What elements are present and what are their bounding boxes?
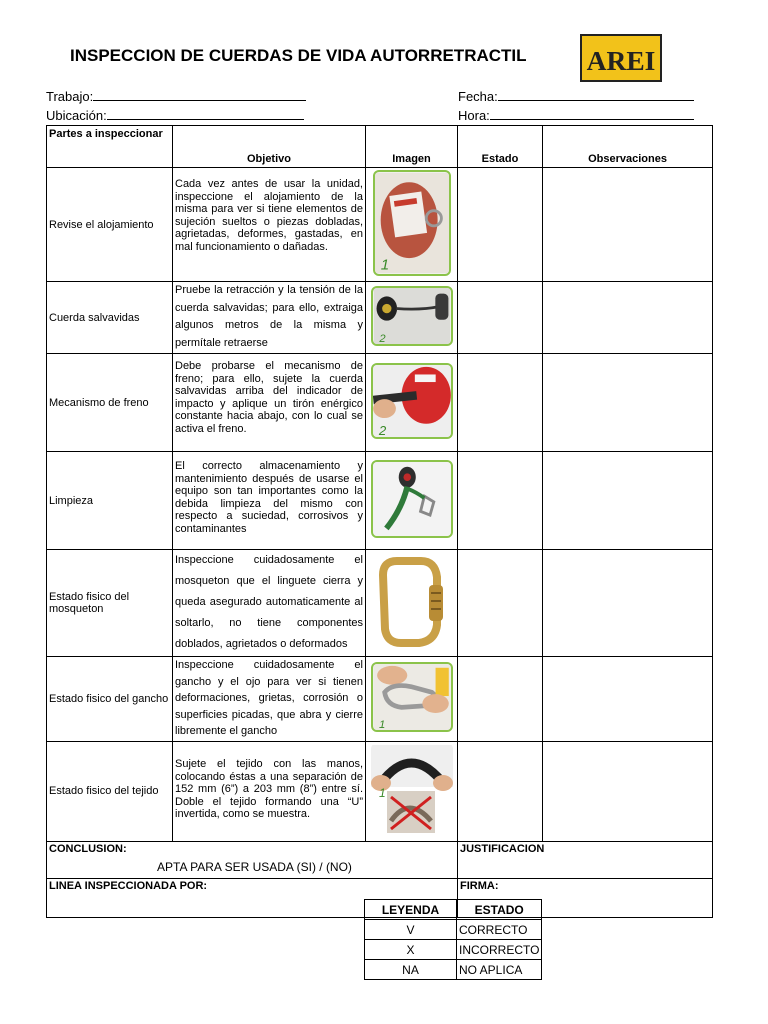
- linea-label: LINEA INSPECCIONADA POR:: [49, 879, 208, 892]
- image-cell: [366, 354, 458, 452]
- part-label: Limpieza: [47, 452, 173, 550]
- header-observaciones: Observaciones: [543, 126, 713, 168]
- legend-header-estado: ESTADO: [457, 900, 542, 920]
- apta-text: APTA PARA SER USADA (SI) / (NO): [157, 859, 352, 874]
- trabajo-field[interactable]: [46, 88, 306, 104]
- objective-text: Cada vez antes de usar la unidad, inspeccione el alojamiento de la misma para ver si tiene elementos de sujeción sueltos o piezas dobladas, agrietadas, deformes, gastadas, en mal funcionamiento o dañadas.: [173, 168, 366, 282]
- image-number: 1: [380, 256, 389, 274]
- objective-text: Inspeccione cuidadosamente el gancho y el ojo para ver si tienen deformaciones, grietas, corrosión o superficies picadas, que abra y cierre libremente el gancho: [173, 657, 366, 742]
- estado-cell[interactable]: [458, 741, 543, 841]
- legend-meaning: NO APLICA: [457, 960, 542, 980]
- image-number: 2: [378, 333, 386, 344]
- housing-photo-icon: [373, 170, 451, 276]
- fecha-line[interactable]: [498, 88, 694, 101]
- observaciones-cell[interactable]: [543, 354, 713, 452]
- observaciones-cell[interactable]: [543, 452, 713, 550]
- image-cell: [366, 550, 458, 657]
- brake-photo-icon: [371, 363, 453, 439]
- objective-text: Debe probarse el mecanismo de freno; para ello, sujete la cuerda salvavidas arriba del indicador de impacto y aplique un tirón enérgico constante hacia abajo, con lo cual se activa el freno.: [173, 354, 366, 452]
- conclusion-cell[interactable]: [47, 841, 458, 878]
- observaciones-cell[interactable]: [543, 168, 713, 282]
- hora-label: Hora:: [458, 108, 490, 123]
- objective-text: El correcto almacenamiento y mantenimiento después de usarse el equipo son tan importantes como la debida limpieza del mismo con respecto a suciedad, corrosivos y contaminantes: [173, 452, 366, 550]
- legend-table: [364, 899, 542, 980]
- ubicacion-label: Ubicación:: [46, 108, 107, 123]
- legend-row: [365, 960, 542, 980]
- ubicacion-field[interactable]: [46, 107, 304, 123]
- estado-cell[interactable]: [458, 452, 543, 550]
- table-row: [47, 657, 713, 742]
- part-label: Estado fisico del tejido: [47, 741, 173, 841]
- legend-row: [365, 920, 542, 940]
- image-cell: [366, 452, 458, 550]
- table-row: [47, 168, 713, 282]
- hora-line[interactable]: [490, 107, 694, 120]
- table-row: [47, 282, 713, 354]
- firma-label: FIRMA:: [460, 879, 499, 892]
- objective-text: Pruebe la retracción y la tensión de la cuerda salvavidas; para ello, extraiga algunos metros de la misma y permítale retraerse: [173, 282, 366, 354]
- trabajo-line[interactable]: [93, 88, 306, 101]
- table-row: [47, 550, 713, 657]
- legend-header-row: [365, 900, 542, 920]
- observaciones-cell[interactable]: [543, 550, 713, 657]
- webbing-photo-icon: [371, 743, 453, 837]
- observaciones-cell[interactable]: [543, 741, 713, 841]
- estado-cell[interactable]: [458, 168, 543, 282]
- hook-photo-icon: [371, 662, 453, 732]
- arei-logo-graphic: [582, 36, 660, 80]
- legend-row: [365, 940, 542, 960]
- estado-cell[interactable]: [458, 282, 543, 354]
- ubicacion-line[interactable]: [107, 107, 304, 120]
- header-partes: Partes a inspeccionar: [47, 126, 173, 168]
- legend-meaning: CORRECTO: [457, 920, 542, 940]
- table-row: [47, 354, 713, 452]
- justificacion-label: JUSTIFICACION: [460, 842, 545, 855]
- legend-header-leyenda: LEYENDA: [365, 900, 457, 920]
- estado-cell[interactable]: [458, 657, 543, 742]
- header-objetivo: Objetivo: [173, 126, 366, 168]
- part-label: Cuerda salvavidas: [47, 282, 173, 354]
- estado-cell[interactable]: [458, 354, 543, 452]
- legend-meaning: INCORRECTO: [457, 940, 542, 960]
- image-number: 1: [378, 719, 385, 731]
- hora-field[interactable]: [458, 107, 694, 123]
- image-cell: [366, 657, 458, 742]
- fecha-label: Fecha:: [458, 89, 498, 104]
- table-row: [47, 452, 713, 550]
- lifeline-photo-icon: [371, 286, 453, 346]
- fecha-field[interactable]: [458, 88, 694, 104]
- legend-code: X: [365, 940, 457, 960]
- observaciones-cell[interactable]: [543, 657, 713, 742]
- observaciones-cell[interactable]: [543, 282, 713, 354]
- inspection-table: [46, 125, 713, 918]
- image-cell: [366, 741, 458, 841]
- objective-text: Sujete el tejido con las manos, colocando éstas a una separación de 152 mm (6”) a 203 mm (8”) entre sí. Doble el tejido formando una “U” invertida, como se muestra.: [173, 741, 366, 841]
- objective-text: Inspeccione cuidadosamente el mosqueton que el linguete cierra y queda asegurado automaticamente al soltarlo, no tiene componentes doblados, agrietados o deformados: [173, 550, 366, 657]
- table-header-row: [47, 126, 713, 168]
- legend-code: NA: [365, 960, 457, 980]
- part-label: Estado fisico del gancho: [47, 657, 173, 742]
- cleaning-photo-icon: [371, 460, 453, 538]
- part-label: Revise el alojamiento: [47, 168, 173, 282]
- image-cell: [366, 168, 458, 282]
- image-number: 1: [378, 785, 386, 800]
- estado-cell[interactable]: [458, 550, 543, 657]
- justificacion-cell[interactable]: [458, 841, 713, 878]
- document-title: INSPECCION DE CUERDAS DE VIDA AUTORRETRACTIL: [70, 46, 527, 65]
- arei-logo: [580, 34, 662, 82]
- conclusion-row: [47, 841, 713, 878]
- logo-text: AREI: [586, 44, 656, 76]
- carabiner-photo-icon: [373, 555, 451, 649]
- image-number: 2: [378, 423, 386, 437]
- image-cell: [366, 282, 458, 354]
- part-label: Mecanismo de freno: [47, 354, 173, 452]
- table-row: [47, 741, 713, 841]
- legend-code: V: [365, 920, 457, 940]
- header-imagen: Imagen: [366, 126, 458, 168]
- part-label: Estado fisico del mosqueton: [47, 550, 173, 657]
- header-estado: Estado: [458, 126, 543, 168]
- trabajo-label: Trabajo:: [46, 89, 94, 104]
- conclusion-label: CONCLUSION:: [49, 842, 127, 855]
